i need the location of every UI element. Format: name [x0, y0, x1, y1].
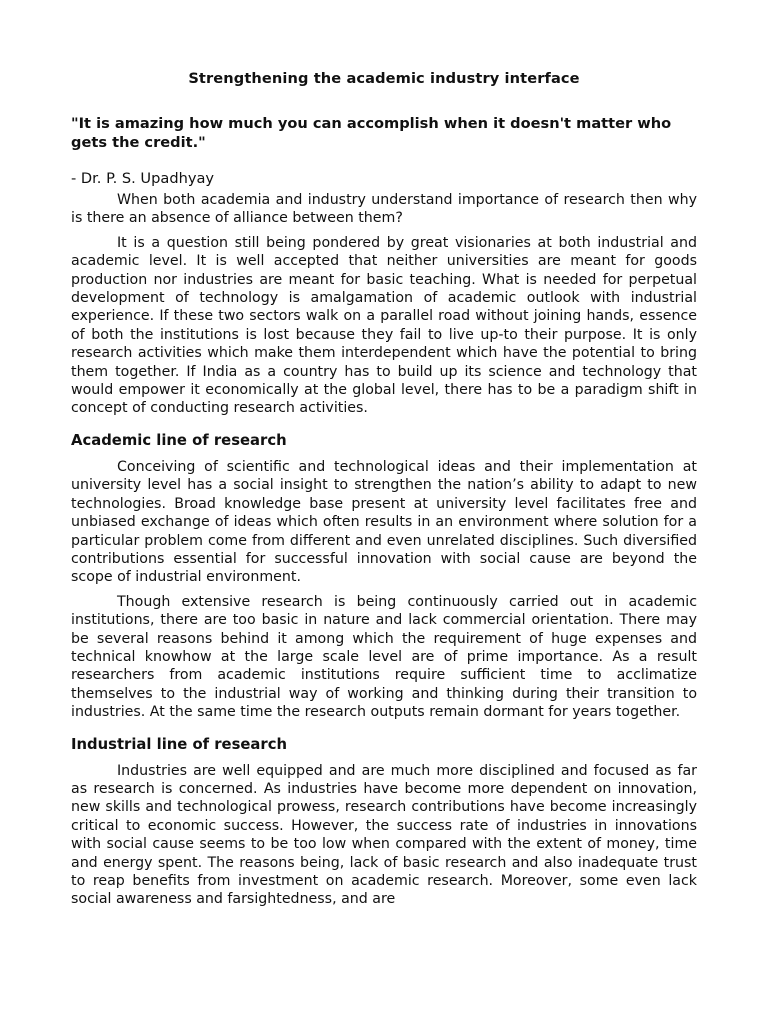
section-paragraph: Though extensive research is being continuously carried out in academic institutions, there are too basic in nature and lack commercial orientation. There may be several reasons behind it among which the requirement of huge expenses and technical knowhow at the large scale level are of prime importance. As a result researchers from academic institutions require sufficient time to acclimatize themselves to the industrial way of working and thinking during their transition to industries. At the same time the research outputs remain dormant for years together. — [71, 593, 697, 721]
section-paragraph: Industries are well equipped and are much more disciplined and focused as far as research is concerned. As industries have become more dependent on innovation, new skills and technological prowess, research contributions have become increasingly critical to economic success. However, the success rate of industries in innovations with social cause seems to be too low when compared with the extent of money, time and energy spent. The reasons being, lack of basic research and also inadequate trust to reap benefits from investment on academic research. Moreover, some even lack social awareness and farsightedness, and are — [71, 762, 697, 908]
intro-paragraph: It is a question still being pondered by great visionaries at both industrial and academic level. It is well accepted that neither universities are meant for goods production nor industries are meant for basic teaching. What is needed for perpetual development of technology is amalgamation of academic outlook with industrial experience. If these two sectors walk on a parallel road without joining hands, essence of both the institutions is lost because they fail to live up-to their purpose. It is only research activities which make them interdependent which have the potential to bring them together. If India as a country has to build up its science and technology that would empower it economically at the global level, there has to be a paradigm shift in concept of conducting research activities. — [71, 234, 697, 417]
document-title: Strengthening the academic industry interface — [188, 70, 580, 87]
document-page — [71, 70, 697, 915]
section-paragraph: Conceiving of scientific and technological ideas and their implementation at university level has a social insight to strengthen the nation’s ability to adapt to new technologies. Broad knowledge base present at university level facilitates free and unbiased exchange of ideas which often results in an environment where solution for a particular problem come from different and even unrelated disciplines. Such diversified contributions essential for successful innovation with social cause are beyond the scope of industrial environment. — [71, 458, 697, 586]
quote-attribution: - Dr. P. S. Upadhyay — [71, 170, 215, 187]
epigraph-quote: "It is amazing how much you can accomplish when it doesn't matter who gets the credit." — [71, 115, 672, 151]
section-heading-industrial: Industrial line of research — [71, 735, 288, 753]
section-heading-academic: Academic line of research — [71, 431, 287, 449]
intro-paragraph: When both academia and industry understand importance of research then why is there an absence of alliance between them? — [71, 192, 697, 227]
